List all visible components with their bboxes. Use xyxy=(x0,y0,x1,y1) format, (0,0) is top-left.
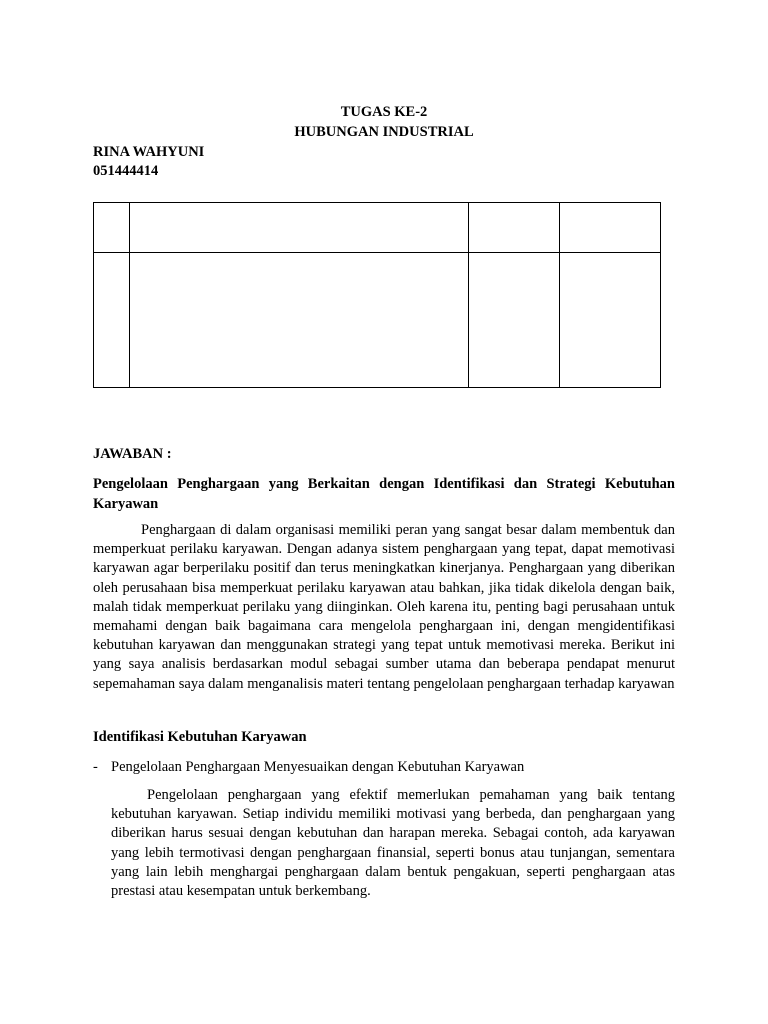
bullet-paragraph: Pengelolaan penghargaan yang efektif memerlukan pemahaman yang baik tentang kebutuhan karyawan. Setiap individu memiliki motivasi yang berbeda, dan penghargaan yang diberikan harus sesuai dengan kebutuhan dan harapan mereka. Sebagai contoh, ada karyawan yang lebih termotivasi dengan penghargaan finansial, seperti bonus atau tunjangan, sementara yang lain lebih menghargai penghargaan dalam bentuk pengakuan, seperti penghargaan atas prestasi atau kesempatan untuk berkembang. xyxy=(111,787,675,900)
empty-table xyxy=(93,202,661,388)
student-id: 051444414 xyxy=(93,163,159,179)
intro-paragraph: Penghargaan di dalam organisasi memiliki peran yang sangat besar dalam membentuk dan memperkuat perilaku karyawan. Dengan adanya sistem penghargaan yang tepat, dapat memotivasi karyawan agar berperilaku positif dan terus meningkatkan kinerjanya. Penghargaan yang diberikan oleh perusahaan bisa memperkuat perilaku karyawan atau bahkan, jika tidak dikelola dengan baik, malah tidak memperkuat perilaku yang diinginkan. Oleh karena itu, penting bagi perusahaan untuk memahami dengan baik bagaimana cara mengelola penghargaan ini, dengan mengidentifikasi kebutuhan karyawan dan menggunakan strategi yang tepat untuk memotivasi mereka. Berikut ini yang saya analisis berdasarkan modul sebagai sumber utama dan beberapa pendapat menurut sepemahaman saya dalam menganalisis materi tentang pengelolaan penghargaan terhadap karyawan xyxy=(93,522,675,692)
table-cell xyxy=(469,253,560,388)
table-cell xyxy=(94,203,130,253)
author-name: RINA WAHYUNI xyxy=(93,144,205,160)
table-row xyxy=(94,203,661,253)
course-title: HUBUNGAN INDUSTRIAL xyxy=(294,124,474,140)
table-cell xyxy=(130,203,469,253)
section-heading: Identifikasi Kebutuhan Karyawan xyxy=(93,729,307,745)
bullet-dash: - xyxy=(93,759,98,775)
bullet-item xyxy=(93,758,524,778)
table-cell xyxy=(94,253,130,388)
table-cell xyxy=(469,203,560,253)
table-row xyxy=(94,253,661,388)
table-cell xyxy=(130,253,469,388)
main-heading: Pengelolaan Penghargaan yang Berkaitan dengan Identifikasi dan Strategi Kebutuhan Karyawan xyxy=(93,476,675,512)
jawaban-label: JAWABAN : xyxy=(93,446,172,462)
bullet-item-label: Pengelolaan Penghargaan Menyesuaikan dengan Kebutuhan Karyawan xyxy=(111,759,525,775)
table-cell xyxy=(560,203,661,253)
table-cell xyxy=(560,253,661,388)
document-title: TUGAS KE-2 xyxy=(340,104,428,120)
